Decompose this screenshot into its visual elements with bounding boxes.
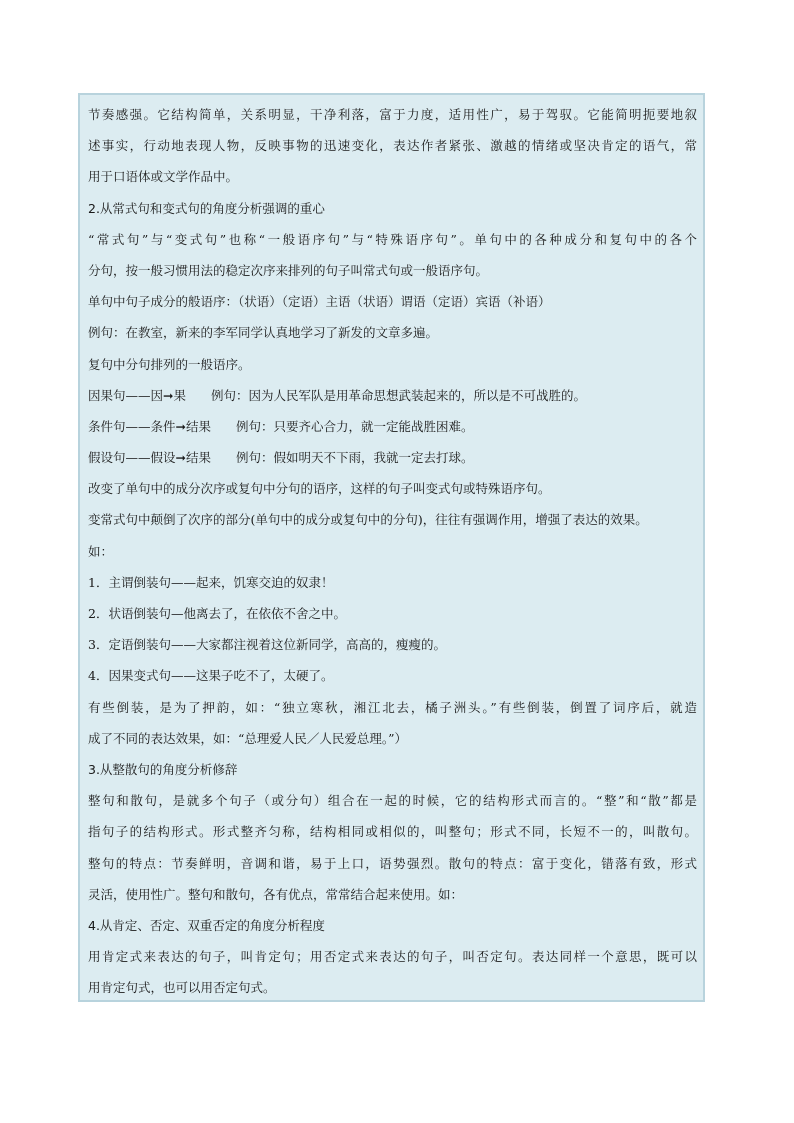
paragraph-line: 成了不同的表达效果，如：“总理爱人民／人民爱总理。”）: [88, 730, 408, 746]
section-heading: 2.从常式句和变式句的角度分析强调的重心: [88, 200, 325, 216]
paragraph-line: 述事实，行动地表现人物，反映事物的迅速变化，表达作者紧张、激越的情绪或坚决肯定的语气，常: [88, 138, 697, 154]
list-item: 3．定语倒装句——大家都注视着这位新同学，高高的，瘦瘦的。: [88, 637, 446, 653]
list-item: 4．因果变式句——这果子吃不了，太硬了。: [88, 668, 334, 684]
example-line: 例句：在教室，新来的李军同学认真地学习了新发的文章多遍。: [88, 325, 439, 341]
content-panel: [78, 93, 705, 1002]
paragraph-line: 整句的特点：节奏鲜明，音调和谐，易于上口，语势强烈。散句的特点：富于变化，错落有致，形式: [88, 855, 697, 871]
paragraph-line: 分句，按一般习惯用法的稳定次序来排列的句子叫常式句或一般语序句。: [88, 262, 489, 278]
paragraph-line: 指句子的结构形式。形式整齐匀称，结构相同或相似的，叫整句；形式不同，长短不一的，叫散句。: [88, 824, 697, 840]
list-item: 2．状语倒装句—他离去了，在依依不舍之中。: [88, 606, 346, 621]
example-line: 假设句——假设➞结果 例句：假如明天不下雨，我就一定去打球。: [88, 450, 474, 466]
paragraph-line: 整句和散句，是就多个句子（或分句）组合在一起的时候，它的结构形式而言的。“整”和“散”都是: [88, 793, 697, 809]
paragraph-line: 如：: [88, 543, 114, 559]
paragraph-line: 单句中句子成分的般语序：（状语）（定语）主语（状语）谓语（定语）宾语（补语）: [88, 294, 551, 310]
example-line: 因果句——因➞果 例句：因为人民军队是用革命思想武装起来的，所以是不可战胜的。: [88, 387, 586, 403]
paragraph-line: 复句中分句排列的一般语序。: [88, 356, 251, 372]
paragraph-line: “常式句”与“变式句”也称“一般语序句”与“特殊语序句”。单句中的各种成分和复句中的各个: [88, 231, 697, 247]
paragraph-line: 用肯定式来表达的句子，叫肯定句；用否定式来表达的句子，叫否定句。表达同样一个意思，既可以: [88, 949, 697, 965]
example-line: 条件句——条件➞结果 例句：只要齐心合力，就一定能战胜困难。: [88, 418, 474, 434]
list-item: 1．主谓倒装句——起来，饥寒交迫的奴隶！: [88, 574, 334, 590]
paragraph-line: 灵活，使用性广。整句和散句，各有优点，常常结合起来使用。如：: [88, 886, 464, 902]
section-heading: 3.从整散句的角度分析修辞: [88, 761, 238, 777]
paragraph-line: 节奏感强。它结构简单，关系明显，干净利落，富于力度，适用性广，易于驾驭。它能简明扼要地叙: [88, 107, 697, 122]
paragraph-line: 用于口语体或文学作品中。: [88, 169, 239, 185]
paragraph-line: 变常式句中颠倒了次序的部分(单句中的成分或复句中的分句)，往往有强调作用，增强了表达的效果。: [88, 512, 648, 528]
paragraph-line: 有些倒装，是为了押韵，如：“独立寒秋，湘江北去，橘子洲头。”有些倒装，倒置了词序后，就造: [88, 699, 697, 715]
paragraph-line: 用肯定句式，也可以用否定句式。: [88, 980, 276, 996]
paragraph-line: 改变了单句中的成分次序或复句中分句的语序，这样的句子叫变式句或特殊语序句。: [88, 481, 551, 497]
section-heading: 4.从肯定、否定、双重否定的角度分析程度: [88, 917, 325, 933]
